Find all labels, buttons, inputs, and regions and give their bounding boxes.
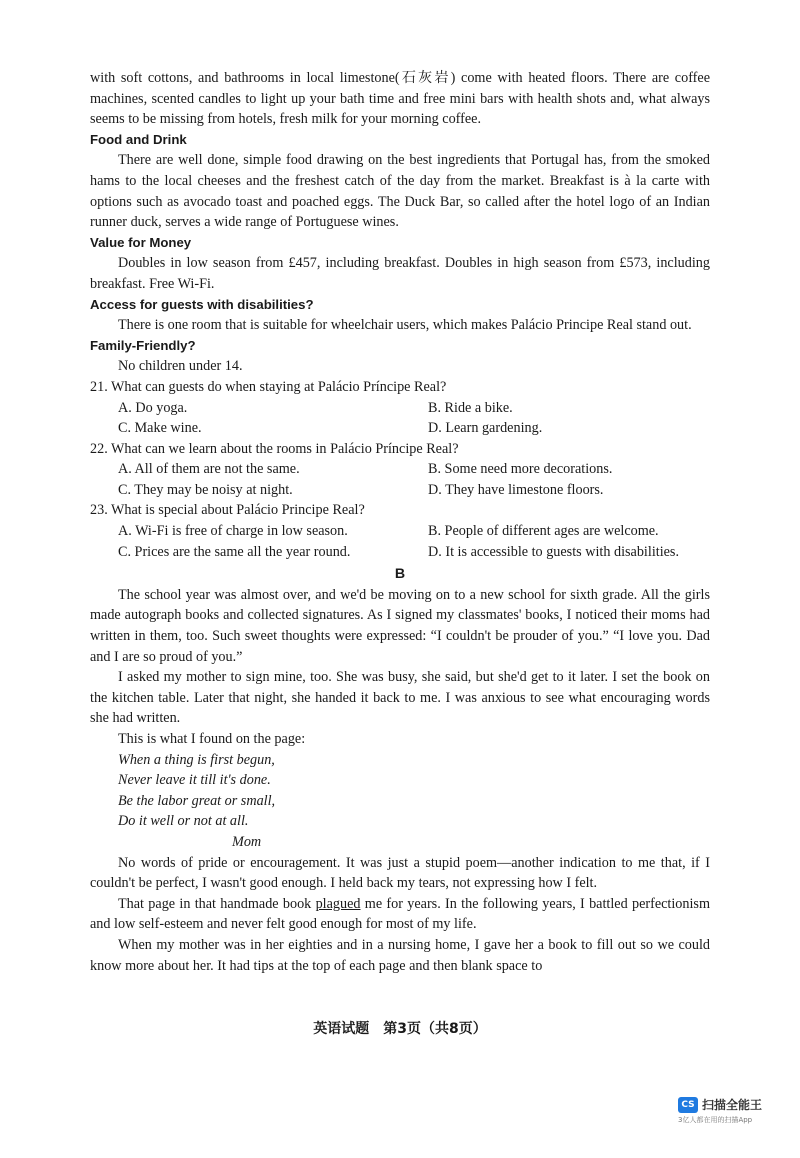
family-text: No children under 14. [118, 358, 243, 375]
question-stem: 22. What can we learn about the rooms in Palácio Príncipe Real? [90, 440, 459, 457]
passage-paragraph: This is what I found on the page: [118, 731, 306, 747]
passage-paragraph: No words of pride or encouragement. It was just a stupid poem—another indication to me that, if I couldn't be perfect, I wasn't good enough. I held back my tears, not expressing how I felt. [90, 854, 710, 892]
question-stem: 23. What is special about Palácio Principe Real? [90, 502, 365, 519]
option-b: B. Some need more decorations. [428, 461, 613, 478]
option-a: A. Wi-Fi is free of charge in low season. [118, 523, 348, 540]
access-heading: Access for guests with disabilities? [90, 296, 314, 312]
value-heading: Value for Money [90, 234, 192, 250]
food-heading: Food and Drink [90, 131, 187, 147]
camscanner-logo-icon: CS [678, 1097, 698, 1113]
option-d: D. Learn gardening. [428, 420, 543, 437]
options [90, 398, 710, 439]
options [90, 459, 710, 500]
watermark-subtitle: 3亿人都在用的扫描App [678, 1116, 753, 1124]
exam-page [90, 68, 710, 976]
question-22 [90, 439, 710, 501]
question-23 [90, 500, 710, 562]
question-21 [90, 377, 710, 439]
option-c: C. They may be noisy at night. [118, 481, 293, 498]
poem-signature: Mom [232, 833, 262, 850]
family-heading: Family-Friendly? [90, 337, 196, 353]
option-a: A. Do yoga. [118, 399, 188, 416]
option-d: D. They have limestone floors. [428, 481, 604, 498]
hotel-intro: with soft cottons, and bathrooms in local limestone(石灰岩) come with heated floors. There are coffee machines, scented candles to light up your bath time and free mini bars with health shots and, what always seems to be missing from hotels, fresh milk for your morning coffee. [90, 70, 710, 128]
poem-line: Never leave it till it's done. [118, 772, 271, 789]
section-b-label: B [394, 566, 406, 583]
poem [90, 750, 710, 832]
underlined-word: plagued [315, 895, 361, 912]
question-stem: 21. What can guests do when staying at Palácio Príncipe Real? [90, 378, 447, 395]
scanner-watermark [678, 1096, 770, 1125]
text-segment: That page in that handmade book [118, 895, 316, 912]
option-a: A. All of them are not the same. [118, 461, 300, 478]
option-d: D. It is accessible to guests with disabilities. [428, 543, 680, 560]
food-text: There are well done, simple food drawing on the best ingredients that Portugal has, from the smoked hams to the local cheeses and the freshest catch of the day from the market. Breakfast is à la carte with options such as avocado toast and poached eggs. The Duck Bar, so called after the hotel logo of an Indian runner duck, serves a wide range of Portuguese wines. [90, 152, 710, 231]
option-b: B. Ride a bike. [428, 399, 513, 416]
options [90, 521, 710, 562]
option-c: C. Make wine. [118, 420, 202, 437]
passage-paragraph: The school year was almost over, and we'd be moving on to a new school for sixth grade. All the girls made autograph books and collected signatures. As I signed my classmates' books, I noticed their moms had written in them, too. Such sweet thoughts were expressed: “I couldn't be prouder of you.” “I love you. Dad and I are so proud of you.” [90, 586, 710, 665]
page-footer: 英语试题 第3页（共8页） [313, 1021, 487, 1037]
poem-line: When a thing is first begun, [118, 751, 275, 768]
passage-paragraph: I asked my mother to sign mine, too. She was busy, she said, but she'd get to it later. I set the book on the kitchen table. Later that night, she handed it back to me. I was anxious to see what encouraging words she had written. [90, 669, 710, 727]
watermark-name: 扫描全能王 [702, 1098, 763, 1112]
passage-paragraph: When my mother was in her eighties and in a nursing home, I gave her a book to fill out so we could know more about her. It had tips at the top of each page and then blank space to [90, 936, 710, 974]
passage-paragraph [90, 894, 710, 935]
value-text: Doubles in low season from £457, including breakfast. Doubles in high season from £573, including breakfast. Free Wi-Fi. [90, 255, 710, 292]
access-text: There is one room that is suitable for wheelchair users, which makes Palácio Principe Real stand out. [118, 317, 692, 334]
poem-line: Do it well or not at all. [118, 813, 249, 830]
watermark-row [678, 1096, 770, 1113]
option-c: C. Prices are the same all the year round. [118, 543, 351, 560]
text-segment: me for years. In the following years, I battled perfectionism and low self-esteem and never felt good enough for most of my life. [90, 895, 710, 933]
option-b: B. People of different ages are welcome. [428, 523, 659, 540]
poem-line: Be the labor great or small, [118, 792, 276, 809]
